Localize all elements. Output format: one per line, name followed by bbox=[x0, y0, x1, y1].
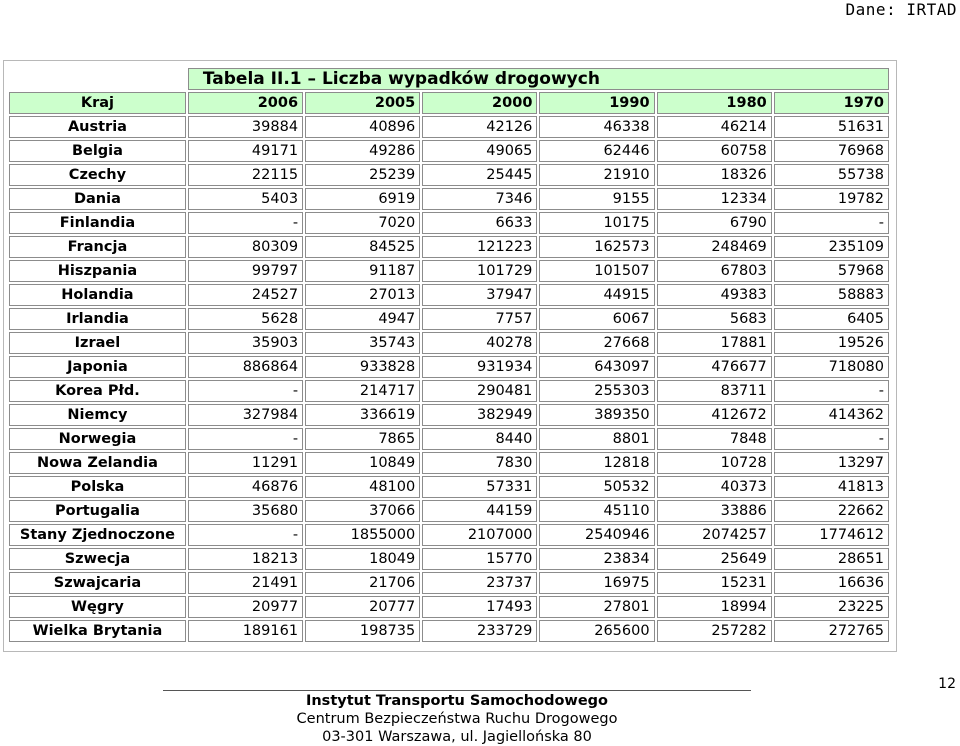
value-cell: 25239 bbox=[305, 164, 420, 186]
table-row bbox=[9, 476, 889, 498]
country-cell: Belgia bbox=[9, 140, 186, 162]
value-cell: - bbox=[774, 212, 889, 234]
table-row bbox=[9, 380, 889, 402]
table-row bbox=[9, 596, 889, 618]
column-header-1970: 1970 bbox=[774, 92, 889, 114]
value-cell: 272765 bbox=[774, 620, 889, 642]
value-cell: 255303 bbox=[539, 380, 654, 402]
table-row bbox=[9, 620, 889, 642]
value-cell: 7848 bbox=[657, 428, 772, 450]
value-cell: 57968 bbox=[774, 260, 889, 282]
country-cell: Portugalia bbox=[9, 500, 186, 522]
value-cell: 5683 bbox=[657, 308, 772, 330]
value-cell: 5628 bbox=[188, 308, 303, 330]
value-cell: 101729 bbox=[422, 260, 537, 282]
country-cell: Stany Zjednoczone bbox=[9, 524, 186, 546]
country-cell: Austria bbox=[9, 116, 186, 138]
value-cell: 44915 bbox=[539, 284, 654, 306]
value-cell: 49065 bbox=[422, 140, 537, 162]
value-cell: 27801 bbox=[539, 596, 654, 618]
country-cell: Nowa Zelandia bbox=[9, 452, 186, 474]
value-cell: 121223 bbox=[422, 236, 537, 258]
value-cell: 60758 bbox=[657, 140, 772, 162]
value-cell: 389350 bbox=[539, 404, 654, 426]
value-cell: 20977 bbox=[188, 596, 303, 618]
value-cell: 886864 bbox=[188, 356, 303, 378]
value-cell: 46876 bbox=[188, 476, 303, 498]
value-cell: 84525 bbox=[305, 236, 420, 258]
country-cell: Norwegia bbox=[9, 428, 186, 450]
value-cell: 18049 bbox=[305, 548, 420, 570]
value-cell: 189161 bbox=[188, 620, 303, 642]
value-cell: 27013 bbox=[305, 284, 420, 306]
value-cell: 13297 bbox=[774, 452, 889, 474]
value-cell: 1774612 bbox=[774, 524, 889, 546]
column-header-2000: 2000 bbox=[422, 92, 537, 114]
value-cell: 2107000 bbox=[422, 524, 537, 546]
value-cell: - bbox=[188, 428, 303, 450]
value-cell: 58883 bbox=[774, 284, 889, 306]
value-cell: 37066 bbox=[305, 500, 420, 522]
value-cell: 15770 bbox=[422, 548, 537, 570]
value-cell: 643097 bbox=[539, 356, 654, 378]
value-cell: 16975 bbox=[539, 572, 654, 594]
table-row bbox=[9, 260, 889, 282]
value-cell: 80309 bbox=[188, 236, 303, 258]
value-cell: 45110 bbox=[539, 500, 654, 522]
value-cell: 162573 bbox=[539, 236, 654, 258]
value-cell: 35680 bbox=[188, 500, 303, 522]
value-cell: 57331 bbox=[422, 476, 537, 498]
value-cell: 11291 bbox=[188, 452, 303, 474]
country-cell: Wielka Brytania bbox=[9, 620, 186, 642]
country-cell: Niemcy bbox=[9, 404, 186, 426]
footer-divider bbox=[163, 690, 751, 691]
country-cell: Izrael bbox=[9, 332, 186, 354]
country-cell: Szwecja bbox=[9, 548, 186, 570]
country-cell: Korea Płd. bbox=[9, 380, 186, 402]
value-cell: 23737 bbox=[422, 572, 537, 594]
value-cell: 12818 bbox=[539, 452, 654, 474]
value-cell: 933828 bbox=[305, 356, 420, 378]
value-cell: 6790 bbox=[657, 212, 772, 234]
value-cell: 55738 bbox=[774, 164, 889, 186]
value-cell: 17493 bbox=[422, 596, 537, 618]
value-cell: 49171 bbox=[188, 140, 303, 162]
value-cell: - bbox=[774, 428, 889, 450]
table-title: Tabela II.1 – Liczba wypadków drogowych bbox=[188, 68, 889, 90]
accidents-table bbox=[7, 66, 891, 644]
value-cell: 91187 bbox=[305, 260, 420, 282]
value-cell: 8440 bbox=[422, 428, 537, 450]
country-cell: Szwajcaria bbox=[9, 572, 186, 594]
table-row bbox=[9, 428, 889, 450]
value-cell: 7830 bbox=[422, 452, 537, 474]
value-cell: 76968 bbox=[774, 140, 889, 162]
value-cell: 41813 bbox=[774, 476, 889, 498]
value-cell: 62446 bbox=[539, 140, 654, 162]
column-header-1980: 1980 bbox=[657, 92, 772, 114]
value-cell: 18326 bbox=[657, 164, 772, 186]
table-row bbox=[9, 356, 889, 378]
table-row bbox=[9, 308, 889, 330]
country-cell: Francja bbox=[9, 236, 186, 258]
value-cell: 21910 bbox=[539, 164, 654, 186]
table-row bbox=[9, 452, 889, 474]
value-cell: 42126 bbox=[422, 116, 537, 138]
table-row bbox=[9, 140, 889, 162]
data-table-frame bbox=[3, 60, 897, 652]
table-row bbox=[9, 188, 889, 210]
value-cell: 476677 bbox=[657, 356, 772, 378]
value-cell: 17881 bbox=[657, 332, 772, 354]
value-cell: 21706 bbox=[305, 572, 420, 594]
value-cell: 48100 bbox=[305, 476, 420, 498]
value-cell: 7020 bbox=[305, 212, 420, 234]
value-cell: 233729 bbox=[422, 620, 537, 642]
value-cell: 40278 bbox=[422, 332, 537, 354]
value-cell: 327984 bbox=[188, 404, 303, 426]
value-cell: 10728 bbox=[657, 452, 772, 474]
value-cell: 22662 bbox=[774, 500, 889, 522]
value-cell: 23225 bbox=[774, 596, 889, 618]
table-row bbox=[9, 404, 889, 426]
value-cell: 15231 bbox=[657, 572, 772, 594]
value-cell: 18213 bbox=[188, 548, 303, 570]
value-cell: 257282 bbox=[657, 620, 772, 642]
column-header-2005: 2005 bbox=[305, 92, 420, 114]
value-cell: 101507 bbox=[539, 260, 654, 282]
column-header-1990: 1990 bbox=[539, 92, 654, 114]
value-cell: 22115 bbox=[188, 164, 303, 186]
table-row bbox=[9, 332, 889, 354]
value-cell: 931934 bbox=[422, 356, 537, 378]
value-cell: 9155 bbox=[539, 188, 654, 210]
value-cell: 25445 bbox=[422, 164, 537, 186]
value-cell: 19782 bbox=[774, 188, 889, 210]
value-cell: 6633 bbox=[422, 212, 537, 234]
value-cell: 2074257 bbox=[657, 524, 772, 546]
country-cell: Węgry bbox=[9, 596, 186, 618]
value-cell: 7865 bbox=[305, 428, 420, 450]
value-cell: 51631 bbox=[774, 116, 889, 138]
value-cell: 50532 bbox=[539, 476, 654, 498]
value-cell: 8801 bbox=[539, 428, 654, 450]
value-cell: 40373 bbox=[657, 476, 772, 498]
footer-address: 03-301 Warszawa, ul. Jagiellońska 80 bbox=[322, 729, 592, 745]
title-spacer bbox=[9, 68, 186, 90]
value-cell: 7346 bbox=[422, 188, 537, 210]
value-cell: - bbox=[188, 524, 303, 546]
value-cell: 20777 bbox=[305, 596, 420, 618]
value-cell: 5403 bbox=[188, 188, 303, 210]
country-cell: Irlandia bbox=[9, 308, 186, 330]
value-cell: 10175 bbox=[539, 212, 654, 234]
value-cell: 27668 bbox=[539, 332, 654, 354]
country-cell: Czechy bbox=[9, 164, 186, 186]
footer bbox=[163, 692, 751, 746]
column-header-country: Kraj bbox=[9, 92, 186, 114]
table-row bbox=[9, 284, 889, 306]
value-cell: 49383 bbox=[657, 284, 772, 306]
table-row bbox=[9, 548, 889, 570]
value-cell: 37947 bbox=[422, 284, 537, 306]
value-cell: - bbox=[188, 212, 303, 234]
table-row bbox=[9, 572, 889, 594]
value-cell: 412672 bbox=[657, 404, 772, 426]
value-cell: 24527 bbox=[188, 284, 303, 306]
country-cell: Finlandia bbox=[9, 212, 186, 234]
country-cell: Hiszpania bbox=[9, 260, 186, 282]
table-row bbox=[9, 236, 889, 258]
value-cell: 18994 bbox=[657, 596, 772, 618]
value-cell: 25649 bbox=[657, 548, 772, 570]
value-cell: - bbox=[774, 380, 889, 402]
value-cell: 12334 bbox=[657, 188, 772, 210]
value-cell: 290481 bbox=[422, 380, 537, 402]
table-row bbox=[9, 164, 889, 186]
table-title-row bbox=[9, 68, 889, 90]
country-cell: Polska bbox=[9, 476, 186, 498]
value-cell: 39884 bbox=[188, 116, 303, 138]
table-header-row bbox=[9, 92, 889, 114]
value-cell: 6067 bbox=[539, 308, 654, 330]
value-cell: 382949 bbox=[422, 404, 537, 426]
page-number: 12 bbox=[938, 676, 956, 692]
source-label: Dane: IRTAD bbox=[845, 0, 957, 19]
value-cell: 46214 bbox=[657, 116, 772, 138]
value-cell: 265600 bbox=[539, 620, 654, 642]
value-cell: 1855000 bbox=[305, 524, 420, 546]
value-cell: 414362 bbox=[774, 404, 889, 426]
value-cell: 336619 bbox=[305, 404, 420, 426]
value-cell: 46338 bbox=[539, 116, 654, 138]
country-cell: Japonia bbox=[9, 356, 186, 378]
table-row bbox=[9, 524, 889, 546]
value-cell: 2540946 bbox=[539, 524, 654, 546]
value-cell: 67803 bbox=[657, 260, 772, 282]
table-row bbox=[9, 212, 889, 234]
country-cell: Holandia bbox=[9, 284, 186, 306]
value-cell: 10849 bbox=[305, 452, 420, 474]
country-cell: Dania bbox=[9, 188, 186, 210]
value-cell: 44159 bbox=[422, 500, 537, 522]
value-cell: 198735 bbox=[305, 620, 420, 642]
value-cell: 23834 bbox=[539, 548, 654, 570]
table-row bbox=[9, 116, 889, 138]
value-cell: 4947 bbox=[305, 308, 420, 330]
value-cell: 6405 bbox=[774, 308, 889, 330]
value-cell: 83711 bbox=[657, 380, 772, 402]
value-cell: 7757 bbox=[422, 308, 537, 330]
footer-department: Centrum Bezpieczeństwa Ruchu Drogowego bbox=[296, 711, 618, 727]
value-cell: 718080 bbox=[774, 356, 889, 378]
value-cell: - bbox=[188, 380, 303, 402]
value-cell: 248469 bbox=[657, 236, 772, 258]
value-cell: 235109 bbox=[774, 236, 889, 258]
column-header-2006: 2006 bbox=[188, 92, 303, 114]
value-cell: 6919 bbox=[305, 188, 420, 210]
value-cell: 16636 bbox=[774, 572, 889, 594]
value-cell: 33886 bbox=[657, 500, 772, 522]
footer-organization: Instytut Transportu Samochodowego bbox=[305, 693, 609, 709]
value-cell: 19526 bbox=[774, 332, 889, 354]
value-cell: 28651 bbox=[774, 548, 889, 570]
value-cell: 35743 bbox=[305, 332, 420, 354]
value-cell: 40896 bbox=[305, 116, 420, 138]
value-cell: 49286 bbox=[305, 140, 420, 162]
value-cell: 21491 bbox=[188, 572, 303, 594]
value-cell: 35903 bbox=[188, 332, 303, 354]
table-row bbox=[9, 500, 889, 522]
value-cell: 214717 bbox=[305, 380, 420, 402]
value-cell: 99797 bbox=[188, 260, 303, 282]
